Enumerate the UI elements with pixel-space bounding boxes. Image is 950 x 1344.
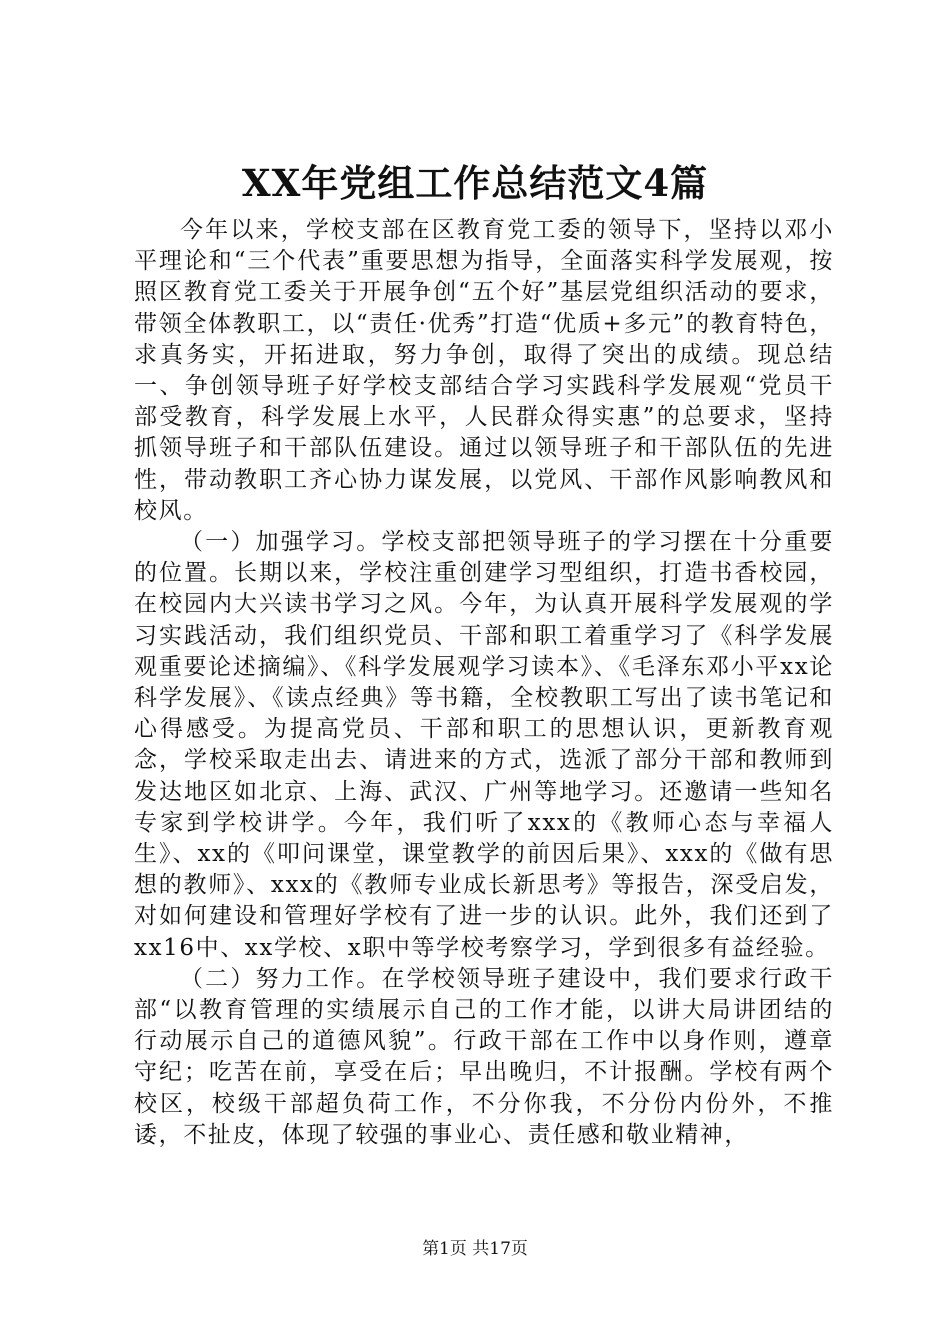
- page-total: 共17页: [472, 1239, 528, 1259]
- page-number: 第1页: [422, 1239, 467, 1259]
- paragraph-study: （一）加强学习。学校支部把领导班子的学习摆在十分重要的位置。长期以来，学校注重创建学习型组织，打造书香校园，在校园内大兴读书学习之风。今年，为认真开展科学发展观的学习实践活动，我们组织党员、干部和职工着重学习了《科学发展观重要论述摘编》、《科学发展观学习读本》、《毛泽东邓小平xx论科学发展》、《读点经典》等书籍，全校教职工写出了读书笔记和心得感受。为提高党员、干部和职工的思想认识，更新教育观念，学校采取走出去、请进来的方式，选派了部分干部和教师到发达地区如北京、上海、武汉、广州等地学习。还邀请一些知名专家到学校讲学。今年，我们听了xxx的《教师心态与幸福人生》、xx的《叩问课堂，课堂教学的前因后果》、xxx的《做有思想的教师》、xxx的《教师专业成长新思考》等报告，深受启发，对如何建设和管理好学校有了进一步的认识。此外，我们还到了xx16中、xx学校、x职中等学校考察学习，学到很多有益经验。: [134, 529, 834, 961]
- document-body: [134, 215, 834, 1151]
- document-title: XX年党组工作总结范文4篇: [241, 161, 709, 205]
- paragraph-intro: 今年以来，学校支部在区教育党工委的领导下，坚持以邓小平理论和“三个代表”重要思想为指导，全面落实科学发展观，按照区教育党工委关于开展争创“五个好”基层党组织活动的要求，带领全体教职工，以“责任·优秀”打造“优质+多元”的教育特色，求真务实，开拓进取，努力争创，取得了突出的成绩。现总结一、争创领导班子好学校支部结合学习实践科学发展观“党员干部受教育，科学发展上水平，人民群众得实惠”的总要求，坚持抓领导班子和干部队伍建设。通过以领导班子和干部队伍的先进性，带动教职工齐心协力谋发展，以党风、干部作风影响教风和校风。: [134, 217, 834, 524]
- page-footer: [0, 1238, 950, 1260]
- paragraph-work: （二）努力工作。在学校领导班子建设中，我们要求行政干部“以教育管理的实绩展示自己的工作才能，以讲大局讲团结的行动展示自己的道德风貌”。行政干部在工作中以身作则，遵章守纪；吃苦在前，享受在后；早出晚归，不计报酬。学校有两个校区，校级干部超负荷工作，不分你我，不分份内份外，不推诿，不扯皮，体现了较强的事业心、责任感和敬业精神，: [134, 965, 834, 1148]
